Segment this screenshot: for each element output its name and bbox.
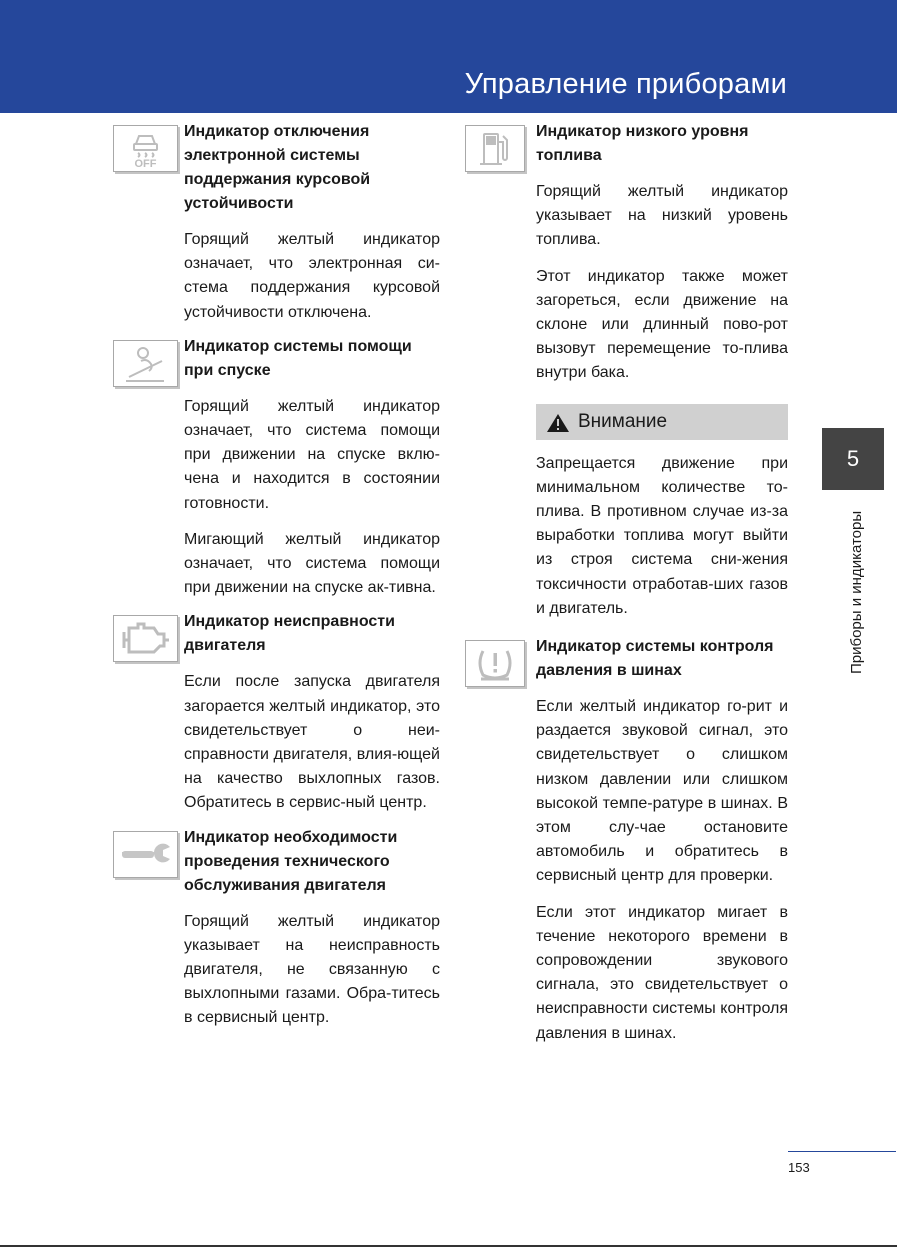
- section-paragraph: Горящий желтый индикатор указывает на низкий уровень топлива.: [536, 183, 788, 249]
- section-engine-check: [113, 610, 440, 815]
- section-title: Индикатор низкого уровня топлива: [536, 123, 749, 164]
- section-title: Индикатор отключения электронной системы поддержания курсовой устойчивости: [184, 123, 371, 212]
- section-title: Индикатор неисправности двигателя: [184, 613, 395, 655]
- fuel-pump-icon: [465, 125, 525, 172]
- esc-off-icon: [113, 125, 178, 172]
- footer-rule: [788, 1151, 896, 1152]
- section-paragraph: Если после запуска двигателя загорается желтый индикатор, это свидетельствует о неи-справности двигателя, влия-ющей на качество выхлопных газов. Обратитесь в сервис-ный центр.: [184, 673, 440, 812]
- page-header: [0, 0, 897, 113]
- warning-header: [536, 404, 788, 440]
- section-tire-pressure: [465, 635, 788, 1046]
- page-number: 153: [788, 1160, 810, 1175]
- warning-text: Запрещается движение при минимальном количестве то-плива. В противном случае из-за выработки топлива могут выйти из строя система сни-жения токсичности отработав-ших газов и двигатель.: [536, 454, 788, 617]
- section-paragraph: Если желтый индикатор го-рит и раздается звуковой сигнал, это свидетельствует о слишком низком давлении или слишком высокой темпе-ратуре в шинах. В этом слу-чае остановите автомобиль и обратитесь в сервисный центр для проверки.: [536, 698, 788, 885]
- wrench-icon: [113, 831, 178, 878]
- warning-label: Внимание: [578, 410, 668, 432]
- section-paragraph: Этот индикатор также может загореться, если движение на склоне или длинный пово-рот вызовут перемещение то-плива внутри бака.: [536, 267, 788, 382]
- section-title: Индикатор системы помощи при спуске: [184, 337, 412, 379]
- right-column: [465, 120, 788, 1046]
- section-hill-descent: [113, 335, 440, 601]
- section-low-fuel: [465, 120, 788, 621]
- warning-triangle-icon: [546, 413, 570, 433]
- section-paragraph: Мигающий желтый индикатор означает, что система помощи при движении на спуске ак-тивна.: [184, 530, 440, 597]
- tire-pressure-icon: [465, 640, 525, 687]
- section-paragraph: Горящий желтый индикатор означает, что электронная си-стема поддержания курсовой устойчивости отключена.: [184, 231, 440, 321]
- section-paragraph: Горящий желтый индикатор означает, что система помощи при движении на спуске вклю-чена и находится в состоянии готовности.: [184, 397, 440, 512]
- bottom-border: [0, 1245, 897, 1247]
- engine-check-icon: [113, 615, 178, 662]
- section-title: Индикатор системы контроля давления в шинах: [536, 638, 774, 680]
- svg-text:OFF: OFF: [134, 158, 157, 170]
- chapter-tab: 5: [822, 428, 884, 490]
- section-maintenance: [113, 826, 440, 1031]
- hill-descent-icon: [113, 340, 178, 387]
- section-title: Индикатор необходимости проведения технического обслуживания двигателя: [184, 828, 398, 894]
- section-paragraph: Если этот индикатор мигает в течение некоторого времени в сопровождении звукового сигнала, это свидетельствует о неисправности системы контроля давления в шинах.: [536, 903, 788, 1042]
- section-esc-off: [113, 120, 440, 325]
- chapter-label: Приборы и индикаторы: [848, 510, 865, 674]
- left-column: [113, 120, 440, 1031]
- section-paragraph: Горящий желтый индикатор указывает на неисправность двигателя, не связанную с выхлопными газами. Обра-титесь в сервисный центр.: [184, 912, 440, 1027]
- page-title: Управление приборами: [464, 68, 787, 100]
